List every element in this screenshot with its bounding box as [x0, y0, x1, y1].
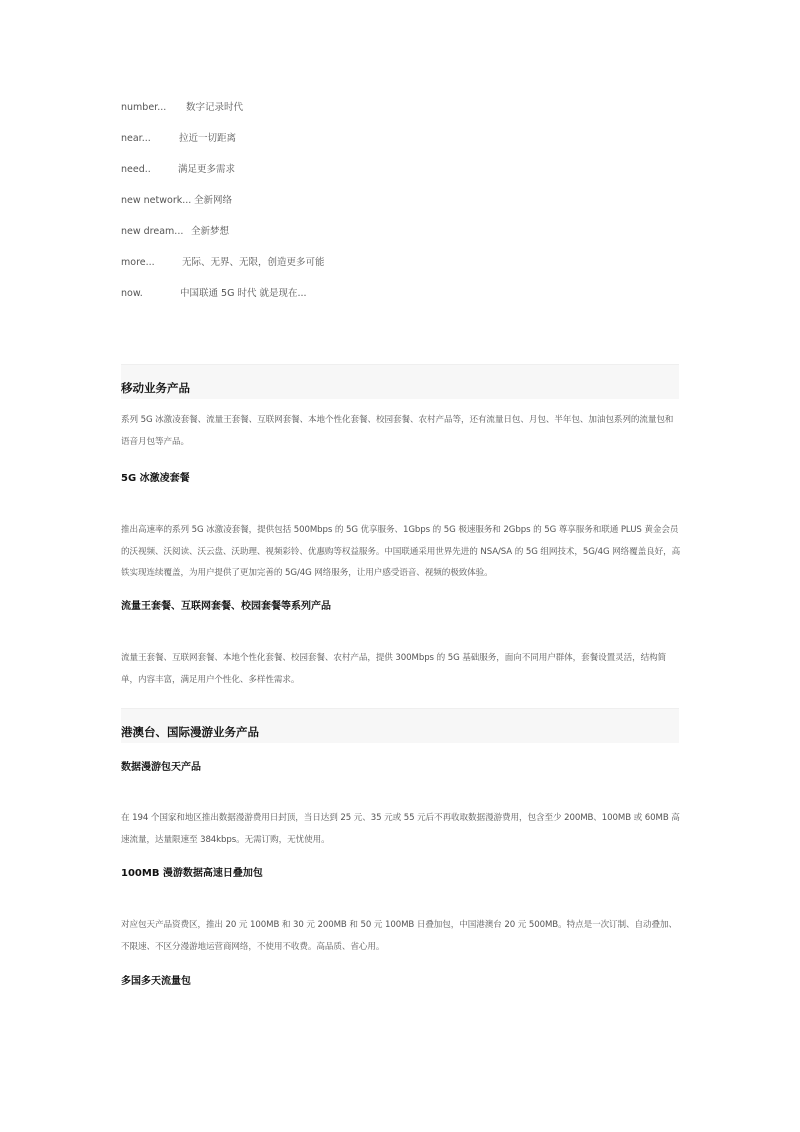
slogan-english: new network...	[121, 195, 192, 206]
slogan-chinese: 无际、无界、无限，创造更多可能	[182, 257, 325, 268]
slogan-english: more...	[121, 257, 155, 268]
slogan-english: now.	[121, 288, 143, 299]
daily-roaming-paragraph: 在 194 个国家和地区推出数据漫游费用日封顶，当日达到 25 元、35 元或 55 元后不再收取数据漫游费用，包含至少 200MB、100MB 或 60MB 高速流量，达量限速至 384kbps。无需订购，无忧使用。	[121, 813, 680, 845]
slogan-chinese: 拉近一切距离	[179, 133, 237, 144]
slogan-chinese: 满足更多需求	[178, 164, 236, 175]
mobile-intro-paragraph: 系列 5G 冰激凌套餐、流量王套餐、互联网套餐、本地个性化套餐、校园套餐、农村产品等，还有流量日包、月包、半年包、加油包系列的流量包和语音月包等产品。	[121, 415, 674, 447]
slogan-english: new dream...	[121, 226, 184, 237]
stack-pack-paragraph: 对应包天产品资费区，推出 20 元 100MB 和 30 元 200MB 和 50 元 100MB 日叠加包，中国港澳台 20 元 500MB。特点是一次订制、自动叠加、不限速、不区分漫游地运营商网络，不使用不收费。高品质、省心用。	[121, 920, 678, 952]
slogan-chinese: 全新网络	[194, 195, 233, 206]
icecream-plan-paragraph: 推出高速率的系列 5G 冰激凌套餐，提供包括 500Mbps 的 5G 优享服务、1Gbps 的 5G 极速服务和 2Gbps 的 5G 尊享服务和联通 PLUS 黄金会员的沃视频、沃阅读、沃云盘、沃助理、视频彩铃、优惠购等权益服务。中国联通采用世界先进的 NSA/SA 的 5G 组网技术，5G/4G 网络覆盖良好，高铁实现连续覆盖，为用户提供了更加完善的 5G/4G 网络服务，让用户感受语音、视频的极致体验。	[121, 525, 681, 578]
section-title: 港澳台、国际漫游业务产品	[121, 725, 259, 739]
slogan-chinese: 数字记录时代	[186, 102, 244, 113]
section-header-roaming	[121, 708, 679, 743]
slogan-english: near...	[121, 133, 151, 144]
slogan-english: need..	[121, 164, 151, 175]
subheading-series-plans: 流量王套餐、互联网套餐、校园套餐等系列产品	[121, 601, 331, 612]
subheading-daily-roaming: 数据漫游包天产品	[121, 762, 201, 773]
section-header-mobile	[121, 364, 679, 399]
slogan-english: number...	[121, 102, 167, 113]
series-plans-paragraph: 流量王套餐、互联网套餐、本地个性化套餐、校园套餐、农村产品，提供 300Mbps 的 5G 基础服务，面向不同用户群体，套餐设置灵活，结构简单，内容丰富，满足用户个性化、多样性需求。	[121, 653, 667, 685]
subheading-multi-country-pack: 多国多天流量包	[121, 976, 191, 987]
slogan-chinese: 中国联通 5G 时代 就是现在...	[180, 288, 307, 299]
slogan-chinese: 全新梦想	[191, 226, 230, 237]
subheading-icecream-plan: 5G 冰激凌套餐	[121, 473, 190, 484]
subheading-stack-pack: 100MB 漫游数据高速日叠加包	[121, 868, 263, 879]
section-title: 移动业务产品	[121, 381, 190, 395]
